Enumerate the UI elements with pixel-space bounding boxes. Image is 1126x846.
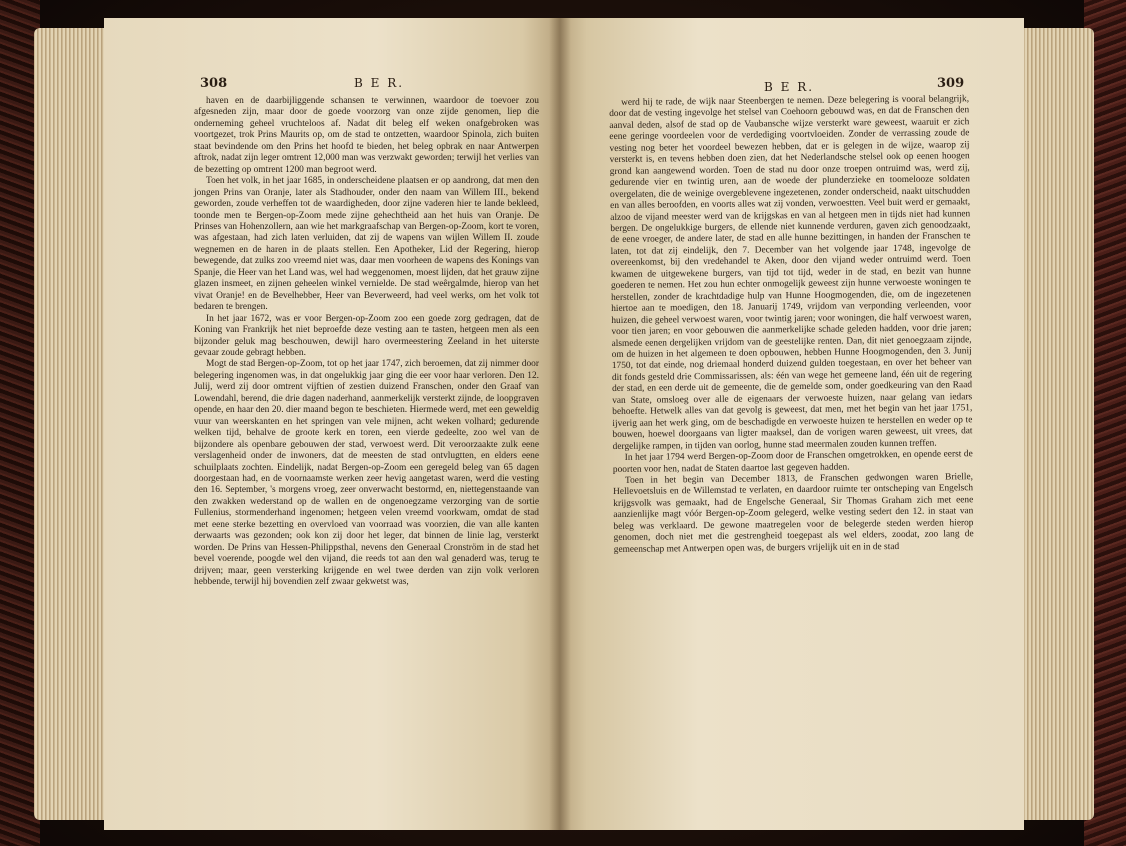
body-text xyxy=(609,94,974,556)
body-text xyxy=(194,96,539,588)
right-page xyxy=(559,18,1024,830)
running-head: B E R. xyxy=(764,80,815,94)
paragraph: werd hij te rade, de wijk naar Steenbergen te nemen. Deze belegering is vooral belangrijk, door dat de vesting ingevolge het stelsel van Coehoorn gebouwd was, en dat de Franschen den aanval deden, alsof de stad op de Vaubansche wijze versterkt ware geweest, waaruit er zich eene geringe voordeelen voor de verdediging voortvloeiden. Zonder de verrassing zoude de vesting nog beter het voordeel bewezen hebben, dat er is gelegen in de wijze, waarop zij versterkt is, en tevens hebben doen zien, dat het Nederlandsche stelsel ook op eenen hoogen grond kan aangewend worden. Toen de stad nu door onze troepen ontruimd was, werd zij, gedurende vier en twintig uren, aan de woede der plunderzieke en toomelooze soldaten overgelaten, die de weinige overgeblevene ingezetenen, zonder onderscheid, naakt uitschudden en van alles beroofden, en voorts alles wat zij vonden, verwoestten. Veel buit werd er gemaakt, alzoo de vijand meester werd van de krijgskas en van al hetgeen men in tijds niet had kunnen bergen. De ongelukkige burgers, de ellende niet kunnende verduren, gaven zich genoodzaakt, de eene vroeger, de andere later, de stad en alle hunne bezittingen, in handen der Franschen te laten, tot dat zij eindelijk, den 7. December van het volgende jaar 1748, ingevolge de overeenkomst, bij den vredehandel te Aken, door den vijand weder ontruimd werd. Toen kwamen de uitgewekene burgers, van tijd tot tijd, weder in de stad, en bezit van hunne goederen te nemen. Het zou hun echter onmogelijk geweest zijn hunne verwoeste woningen te herstellen, zonder de krachtdadige hulp van Hunne Hoogmogenden, die, om de ingezetenen hiertoe aan te moedigen, den 18. Januarij 1749, vrijdom van verponding verleenden, voor huizen, die geheel verwoest waren, voor twintig jaren; voor woningen, die half verwoest waren, voor tien jaren; en voor gebouwen die aanmerkelijke schade geleden hadden, voor drie jaren; alsmede eenen dergelijken vrijdom van de geestelijke renten. Dan, dit niet genoegzaam zijnde, om de huizen in het algemeen te doen opbouwen, hebben Hunne Hoogmogenden, den 3. Junij 1750, tot dat einde, nog driemaal honderd duizend gulden toegestaan, en over het beheer van dit fonds gesteld drie Commissarissen, als: één van wege het gemeene land, één uit de regering der stad, en een derde uit de gemeente, die de gemelde som, onder goedkeuring van den Raad van State, omsloeg over alle de eigenaars der verwoeste huizen, naar gelang van iedars behoefte. Hetwelk alles van dat gevolg is geweest, dat men, met het begin van het jaar 1751, ijverig aan het werk ging, om de beschadigde en verwoeste huizen te herstellen en weder op te bouwen, hoewel doorgaans van ligter maaksel, dan de vorigen waren geweest, uit vrees, dat dergelijke rampen, in tijden van oorlog, hunne stad meermalen zouden kunnen treffen. xyxy=(609,94,973,452)
page-number: 309 xyxy=(937,76,965,91)
page-edges-right xyxy=(1024,28,1094,820)
paragraph: Mogt de stad Bergen-op-Zoom, tot op het jaar 1747, zich beroemen, dat zij nimmer door belegering ingenomen was, in dat ongelukkig jaar ging die eer voor haar verloren. Den 12. Julij, werd zij door omtrent vijftien of zestien duizend Franschen, onder den Graaf van Lowendahl, berend, die drie dagen naderhand, aanmerkelijk versterkt zijnde, de loopgraven opende, en haar den 20. dier maand begon te beschieten. Hiermede werd, met een geweldig vuur van weerskanten en het springen van vele mijnen, acht weken volhard; gedurende welken tijd, behalve de groote kerk en toren, een vierde gedeelte, zoo wel van de bijzondere als openbare gebouwen der stad, verwoest werd. Dit veroorzaakte zulk eene verslagenheid onder de inwoners, dat de meesten de stad ontvlugtten, en elders eene schuilplaats zochten. Eindelijk, nadat Bergen-op-Zoom een geregeld beleg van 65 dagen doorgestaan had, en de voornaamste werken zeer hevig aangetast waren, werd die vesting den 16. September, 's morgens vroeg, zeer onverwacht bestormd, en, niettegenstaande van den zwakken wederstand op de wallen en de ongenoegzame verzorging van de sortie Fullenius, stormenderhand ingenomen; hetgeen velen vreemd voorkwam, omdat de stad met eene sterke bezetting en overvloed van voorraad was voorzien, die van alle kanten derwaarts was gezonden; ook kon zij door het leger, dat binnen de linie lag, versterkt worden. De Prins van Hessen-Philippsthal, nevens den Generaal Cronström in de stad het bevel voerende, poogde wel den vijand, die reeds tot aan den wal genaderd was, terug te drijven; maar, geen versterking krijgende en wel twee derden van zijn volk verloren hebbende, terwijl hij bovendien zelf zwaar gekwetst was, xyxy=(194,359,539,588)
paragraph: haven en de daarbijliggende schansen te verwinnen, waardoor de toevoer zou afgesneden zijn, maar door de goede voorzorg van onze zijde genomen, liep die onderneming geheel vruchteloos af. Nadat dit beleg elf weken onafgebroken was voortgezet, trok Prins Maurits op, om de stad te ontzetten, waardoor Spinola, zich buiten staat bevindende om den Prins het hoofd te bieden, het beleg opbrak en naar Antwerpen aftrok, nadat zijn leger omtrent 12,000 man was verzwakt geworden; terwijl het verlies van de bezetting op omtrent 1200 man begroot werd. xyxy=(194,96,539,175)
running-head: B E R. xyxy=(354,76,405,90)
paragraph: In het jaar 1672, was er voor Bergen-op-Zoom zoo een goede zorg gedragen, dat de Koning van Frankrijk het niet beproefde deze vesting aan te tasten, hetgeen men als een bijzonder geluk mag beschouwen, dewijl haro overmeestering Zeeland in het uiterste gevaar zoude gebragt hebben. xyxy=(194,313,539,358)
book-gutter xyxy=(549,18,571,830)
paragraph: In het jaar 1794 werd Bergen-op-Zoom door de Franschen omgetrokken, en opende eerst de poorten voor hen, nadat de Staten daartoe last gegeven hadden. xyxy=(612,449,973,475)
paragraph: Toen het volk, in het jaar 1685, in onderscheidene plaatsen er op aandrong, dat men den jongen Prins van Oranje, later als Stadhouder, onder den naam van Willem III., bekend geworden, zoude verheffen tot de waardigheden, door zijne vaderen hier te lande bekleed, toonde men te Bergen-op-Zoom mede zijne gehechtheid aan het huis van Oranje. De Prinses van Hohenzollern, aan wie het markgraafschap van Bergen-op-Zoom, kort te voren, was afgestaan, had zich laten verluiden, dat zij de wapens van wijlen Willem II. zoude wegnemen en de haren in de plaats stellen. Een Apotheker, Lid der Regering, hierop bewegende, dat zulks zoo vreemd niet was, daar men voorheen de wapens des Konings van Spanje, die Heer van het Land was, wel had weggenomen, moest lijden, dat het grauw zijne glazen insmeet, en zijnen geheelen winkel vernielde. De stad weêrgalmde, hierop van het vivat Oranje! en de Bevelhebber, Heer van Beverweerd, had veel werks, om het volk tot bedaren te brengen. xyxy=(194,176,539,313)
page-number: 308 xyxy=(200,76,228,91)
left-page xyxy=(104,18,559,830)
paragraph: Toen in het begin van December 1813, de Franschen gedwongen waren Brielle, Hellevoetsluis en de Willemstad te verlaten, en daardoor ruimte ter ontscheping van Engelsch krijgsvolk was gemaakt, had de Engelsche Generaal, Sir Thomas Graham zich met eene aanzienlijke magt vóór Bergen-op-Zoom gelegerd, welke vesting sedert den 12. in staat van beleg was verklaard. De gewone maatregelen voor de belegerde steden werden hierop genomen, doch niet met die gestrengheid toegepast als wel elders, zoodat, zoo lang de gemeenschap met Antwerpen open was, de burgers vrijelijk uit en in de stad xyxy=(613,472,974,555)
page-edges-left xyxy=(34,28,114,820)
open-book xyxy=(34,18,1094,830)
